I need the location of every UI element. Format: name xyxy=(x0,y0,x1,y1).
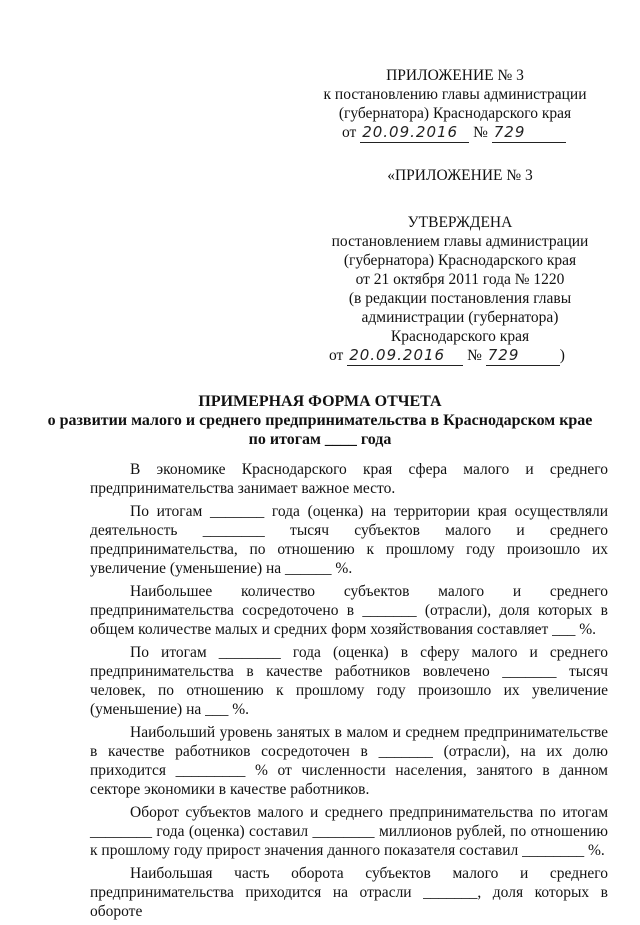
approved-line-1: постановлением главы администрации xyxy=(331,233,589,250)
approved-label: УТВЕРЖДЕНА xyxy=(407,214,513,231)
paragraph: Наибольший уровень занятых в малом и среднем предпринимательстве в качестве работников сосредоточен в _______ (отрасли), на их долю приходится _________ % от численности населения, занятого в данном секторе экономики в качестве работников. xyxy=(90,724,608,798)
appendix-line-1: к постановлению главы администрации xyxy=(323,86,587,103)
paragraph: Наибольшее количество субъектов малого и среднего предпринимательства сосредоточено в _______ (отрасли), доля которых в общем количестве малых и средних форм хозяйствования составляет ___ %. xyxy=(90,583,608,638)
approved-line-6: Краснодарского края xyxy=(390,328,530,345)
doc-title-line-2: о развитии малого и среднего предпринимательства в Краснодарском крае xyxy=(47,412,593,429)
appendix-date-line xyxy=(320,123,590,143)
number-sign: № xyxy=(467,347,482,364)
approved-date-line xyxy=(315,346,605,366)
closing-paren: ) xyxy=(559,347,565,364)
appendix-line-2: (губернатора) Краснодарского края xyxy=(338,105,572,122)
paragraph: Наибольшая часть оборота субъектов малого и среднего предпринимательства приходится на отрасли _______, доля которых в обороте xyxy=(90,865,608,920)
handwritten-date: 20.09.2016 xyxy=(360,123,469,143)
quote-appendix-title: «ПРИЛОЖЕНИЕ № 3 xyxy=(387,167,533,184)
approved-line-5: администрации (губернатора) xyxy=(361,309,559,326)
approved-line-2: (губернатора) Краснодарского края xyxy=(343,252,577,269)
doc-title-line-1: ПРИМЕРНАЯ ФОРМА ОТЧЕТА xyxy=(198,393,442,410)
number-sign: № xyxy=(473,124,488,141)
doc-title-line-3: по итогам ____ года xyxy=(248,431,392,448)
appendix-header xyxy=(320,66,590,143)
paragraph: Оборот субъектов малого и среднего предпринимательства по итогам ________ года (оценка) составил ________ миллионов рублей, по отношению к прошлому году прирост значения данного показателя составил ________ %. xyxy=(90,804,608,859)
paragraph: По итогам _______ года (оценка) на территории края осуществляли деятельность ________ тысяч субъектов малого и среднего предпринимательства, по отношению к прошлому году произошло их увеличение (уменьшение) на ______ %. xyxy=(90,503,608,577)
handwritten-number: 729 xyxy=(492,123,566,143)
ot-label: от xyxy=(342,124,357,141)
paragraph: По итогам ________ года (оценка) в сферу малого и среднего предпринимательства в качестве работников вовлечено _______ тысяч человек, по отношению к прошлому году произошло их увеличение (уменьшение) на ___ %. xyxy=(90,644,608,718)
handwritten-number: 729 xyxy=(486,346,560,366)
handwritten-date: 20.09.2016 xyxy=(347,346,463,366)
ot-label: от xyxy=(329,347,344,364)
approved-line-4: (в редакции постановления главы xyxy=(348,290,572,307)
report-body xyxy=(90,460,608,925)
paragraph: В экономике Краснодарского края сфера малого и среднего предпринимательства занимает важное место. xyxy=(90,461,608,497)
appendix-title: ПРИЛОЖЕНИЕ № 3 xyxy=(386,67,524,84)
approved-block xyxy=(315,166,605,366)
approved-line-3: от 21 октября 2011 года № 1220 xyxy=(355,271,565,288)
